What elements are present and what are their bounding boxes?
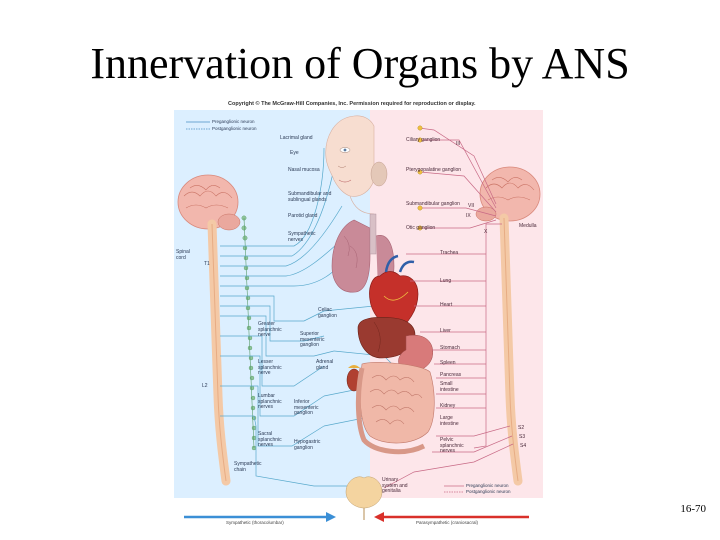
label-otic-ganglion: Otic ganglion [406,225,436,231]
label-l2: L2 [202,383,208,389]
slide-title: Innervation of Organs by ANS [90,39,630,88]
label-spleen: Spleen [440,360,456,366]
label-eye: Eye [290,150,299,156]
label-pterygopalatine-ganglion: Pterygopalatine ganglion [406,167,462,173]
label-adrenal-gland: Adrenal gland [316,359,334,371]
label-sympathetic-chain: Sympathetic chain [234,461,262,473]
legend-preganglionic-label: Preganglionic neuron [212,119,255,124]
label-inferior-mesenteric-ganglion: Inferior mesenteric ganglion [294,399,319,416]
label-cn-ix: IX [466,213,471,219]
label-small-intestine: Small intestine [440,381,459,393]
label-cn-vii: VII [468,203,475,209]
label-cn-iii: III [456,141,461,147]
label-pancreas: Pancreas [440,372,462,378]
legend-bottom-postganglionic-label: Postganglionic neuron [466,489,511,494]
label-liver: Liver [440,328,451,334]
label-urinary-system: Urinary system and genitalia [382,477,408,494]
label-s3: S3 [519,434,526,440]
label-lung: Lung [440,278,452,284]
label-stomach: Stomach [440,345,460,351]
label-cn-x: X [484,229,488,235]
page-number: 16-70 [680,503,706,515]
label-lesser-splanchnic-nerve: Lesser splanchnic nerve [258,359,282,376]
label-submandibular-ganglion: Submandibular ganglion [406,201,460,207]
sympathetic-arrow-label: Sympathetic (thoracolumbar) [226,520,284,525]
legend-postganglionic-label: Postganglionic neuron [212,126,257,131]
label-sympathetic-nerves: Sympathetic nerves [288,231,316,243]
label-superior-mesenteric-ganglion: Superior mesenteric ganglion [300,331,325,348]
copyright-notice: Copyright © The McGraw-Hill Companies, Inc. Permission required for reproduction or display. [228,101,476,107]
label-ciliary-ganglion: Ciliary ganglion [406,137,441,143]
label-trachea: Trachea [440,250,459,256]
label-heart: Heart [440,302,453,308]
label-greater-splanchnic-nerve: Greater splanchnic nerve [258,321,282,338]
label-s2: S2 [518,425,525,431]
label-s4: S4 [520,443,527,449]
legend-bottom-preganglionic-label: Preganglionic neuron [466,483,509,488]
parasympathetic-arrow-label: Parasympathetic (craniosacral) [416,520,479,525]
ans-diagram-svg [174,96,544,526]
label-submandibular-glands: Submandibular and sublingual glands [288,191,332,203]
label-nasal-mucosa: Nasal mucosa [288,167,320,173]
label-lacrimal-gland: Lacrimal gland [280,135,313,141]
label-hypogastric-ganglion: Hypogastric ganglion [294,439,321,451]
label-celiac-ganglion: Celiac ganglion [318,307,337,319]
label-parotid-gland: Parotid gland [288,213,318,219]
label-medulla: Medulla [519,223,537,229]
ans-innervation-figure [174,96,544,526]
urinary-bladder [346,477,382,520]
label-pelvic-splanchnic-nerves: Pelvic splanchnic nerves [440,437,464,454]
label-t1: T1 [204,261,210,267]
label-large-intestine: Large intestine [440,415,459,427]
label-lumbar-splanchnic-nerves: Lumbar splanchnic nerves [258,393,282,410]
label-spinal-cord: Spinal cord [176,249,190,261]
label-kidney: Kidney [440,403,456,409]
label-sacral-splanchnic-nerves: Sacral splanchnic nerves [258,431,282,448]
